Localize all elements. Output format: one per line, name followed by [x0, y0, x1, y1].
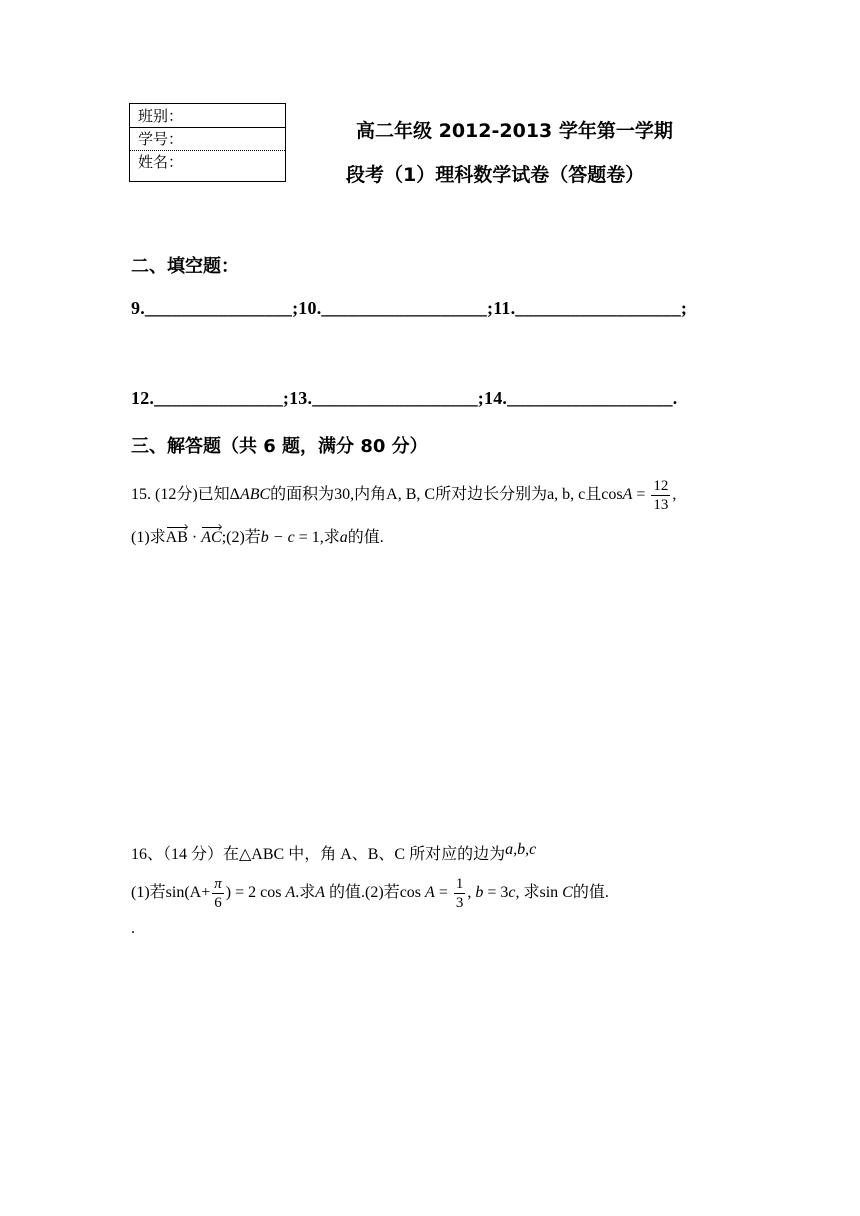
q15-frac-den: 13 — [653, 497, 669, 513]
question-16-line1 — [131, 841, 536, 864]
q16-third-num: 1 — [455, 876, 464, 892]
q15-tail: , — [672, 486, 677, 504]
q15-eq: = — [632, 486, 650, 504]
q15-fraction — [651, 477, 670, 514]
q16-pi-den: 6 — [214, 895, 222, 911]
student-info-box — [129, 103, 286, 182]
vector-ab: AB — [165, 529, 188, 546]
q15-part2: ;(2)若 — [221, 529, 261, 546]
question-15-line1 — [131, 477, 676, 514]
exam-title-line2: 段考（1）理科数学试卷（答题卷） — [346, 164, 645, 186]
q16-part4: 的值.(2)若cos — [325, 884, 426, 902]
q16-vars: a,b,c — [505, 841, 537, 858]
question-16-line2 — [131, 875, 609, 912]
q15-angle-a: A — [622, 486, 633, 504]
section-fill-blank-heading: 二、填空题： — [131, 256, 239, 277]
fill-blank-line-12-14[interactable]: 12.______________;13.__________________;14.__________________. — [131, 388, 678, 408]
q15-frac-num: 12 — [653, 478, 669, 494]
fill-blank-line-9-11[interactable]: 9.________________;10.__________________;11.__________________; — [131, 298, 688, 318]
q15-lead: 15. (12分)已知Δ — [131, 486, 240, 504]
exam-title-line1: 高二年级 2012-2013 学年第一学期 — [356, 120, 673, 142]
q16-part5: = — [434, 884, 452, 902]
q15-part4: 的值. — [347, 529, 384, 546]
q16-third-den: 3 — [455, 895, 464, 911]
q15-mid: 的面积为30,内角A, B, C所对边长分别为a, b, c且cos — [270, 486, 623, 504]
q16-third-fraction — [454, 875, 466, 912]
section-solve-heading: 三、解答题（共 6 题，满分 80 分） — [131, 436, 428, 457]
class-label: 班别： — [138, 107, 184, 125]
question-15-line2 — [131, 524, 384, 547]
trailing-dot: . — [131, 920, 135, 937]
q16-text: 16、（14 分）在△ABC 中，角 A、B、C 所对应的边为 — [131, 846, 506, 863]
student-id-field[interactable] — [130, 129, 285, 151]
q16-c: c — [508, 884, 516, 902]
q15-part3: = 1,求 — [294, 529, 340, 546]
name-field[interactable] — [130, 152, 285, 174]
q16-a2: A — [315, 884, 326, 902]
q16-a3: A — [425, 884, 435, 902]
q16-a1: A — [285, 884, 296, 902]
q16-part9: 的值. — [572, 884, 609, 902]
class-field[interactable] — [130, 106, 285, 128]
q15-condition: b − c — [260, 529, 295, 546]
q15-part1: (1)求 — [131, 529, 166, 546]
q16-part8: , 求sin — [515, 884, 563, 902]
q16-part2: ) = 2 cos — [225, 884, 286, 902]
q15-triangle: ABC — [239, 486, 271, 504]
q16-b: b — [475, 884, 484, 902]
student-id-label: 学号： — [138, 130, 184, 148]
q16-part6: , — [467, 884, 476, 902]
q16-part7: = 3 — [483, 884, 509, 902]
name-label: 姓名： — [138, 153, 184, 171]
q16-part1: (1)若sin(A+ — [131, 884, 211, 902]
q16-cap-c: C — [562, 884, 573, 902]
vector-ac: AC — [201, 529, 222, 546]
q15-dot: · — [187, 529, 202, 546]
q16-part3: .求 — [295, 884, 316, 902]
q16-pi-fraction — [212, 875, 224, 912]
q16-pi-num: π — [214, 876, 222, 892]
q15-var-a: a — [339, 529, 348, 546]
